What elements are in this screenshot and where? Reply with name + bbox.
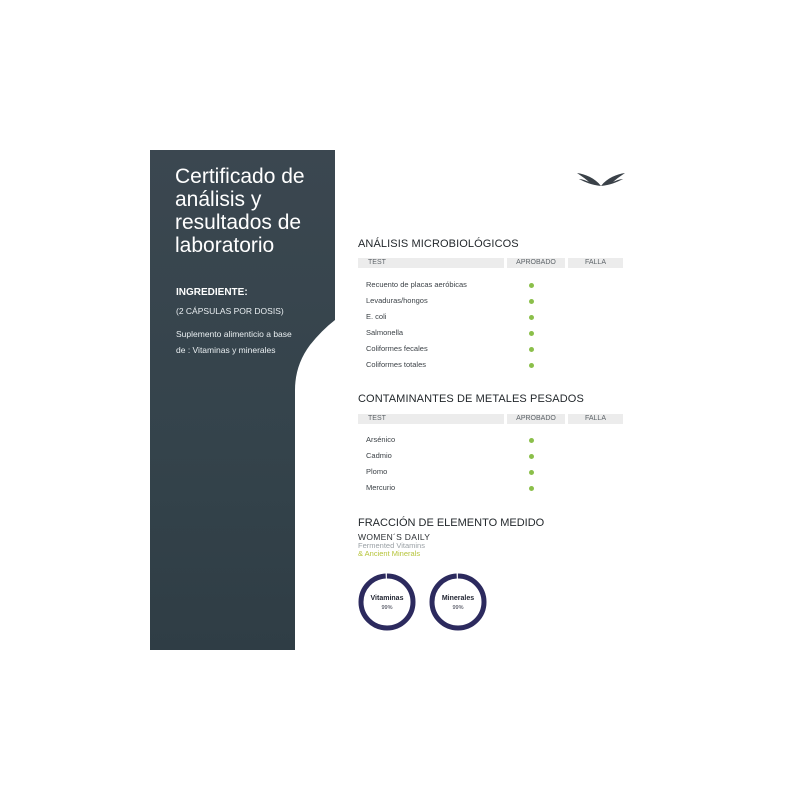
pass-indicator-icon: [529, 438, 534, 443]
table-row: [366, 435, 626, 447]
table-row: [366, 467, 626, 479]
micro-section-title: ANÁLISIS MICROBIOLÓGICOS: [358, 238, 519, 250]
pass-indicator-icon: [529, 470, 534, 475]
pass-indicator-icon: [529, 331, 534, 336]
progress-ring: [428, 572, 488, 632]
table-row: [366, 483, 626, 495]
table-row: [366, 328, 626, 340]
test-name: E. coli: [366, 312, 387, 321]
brand-accent-line: & Ancient Minerals: [358, 549, 421, 558]
table-row: [366, 451, 626, 463]
test-name: Cadmio: [366, 451, 392, 460]
test-name: Arsénico: [366, 435, 396, 444]
fraction-title: FRACCIÓN DE ELEMENTO MEDIDO: [358, 517, 545, 529]
ingredient-label: INGREDIENTE:: [176, 287, 248, 298]
brand-subline: Fermented Vitamins: [358, 541, 425, 550]
pass-indicator-icon: [529, 315, 534, 320]
ring-percent: 99%: [452, 605, 464, 611]
table-row: [366, 312, 626, 324]
ring-fill: [361, 576, 413, 628]
product-description: Suplemento alimenticio a base de : Vitaminas y minerales: [176, 329, 292, 355]
table-row: [366, 360, 626, 372]
table-row: [366, 296, 626, 308]
metals-section-title: CONTAMINANTES DE METALES PESADOS: [358, 393, 584, 405]
ring-label: Minerales: [441, 595, 475, 602]
header-fail: FALLA: [568, 258, 623, 268]
header-fail: FALLA: [568, 414, 623, 424]
metals-table-header: [358, 414, 623, 424]
dose-text: (2 CÁPSULAS POR DOSIS): [176, 306, 284, 316]
pass-indicator-icon: [529, 454, 534, 459]
test-name: Coliformes totales: [366, 360, 427, 369]
test-name: Plomo: [366, 467, 388, 476]
pass-indicator-icon: [529, 283, 534, 288]
header-pass: APROBADO: [507, 258, 565, 268]
micro-table-header: [358, 258, 623, 268]
pass-indicator-icon: [529, 486, 534, 491]
wings-logo-icon: [577, 168, 625, 188]
pass-indicator-icon: [529, 363, 534, 368]
pass-indicator-icon: [529, 347, 534, 352]
test-name: Levaduras/hongos: [366, 296, 428, 305]
test-name: Mercurio: [366, 483, 396, 492]
test-name: Recuento de placas aeróbicas: [366, 280, 467, 289]
test-name: Coliformes fecales: [366, 344, 428, 353]
brand-name: WOMEN´S DAILY: [358, 532, 431, 542]
progress-ring: [357, 572, 417, 632]
header-test: TEST: [358, 414, 504, 424]
header-test: TEST: [358, 258, 504, 268]
pass-indicator-icon: [529, 299, 534, 304]
table-row: [366, 344, 626, 356]
page-title: Certificado de análisis y resultados de laboratorio: [175, 165, 305, 257]
test-name: Salmonella: [366, 328, 404, 337]
ring-label: Vitaminas: [370, 595, 404, 602]
table-row: [366, 280, 626, 292]
header-pass: APROBADO: [507, 414, 565, 424]
ring-percent: 99%: [381, 605, 393, 611]
ring-fill: [432, 576, 484, 628]
